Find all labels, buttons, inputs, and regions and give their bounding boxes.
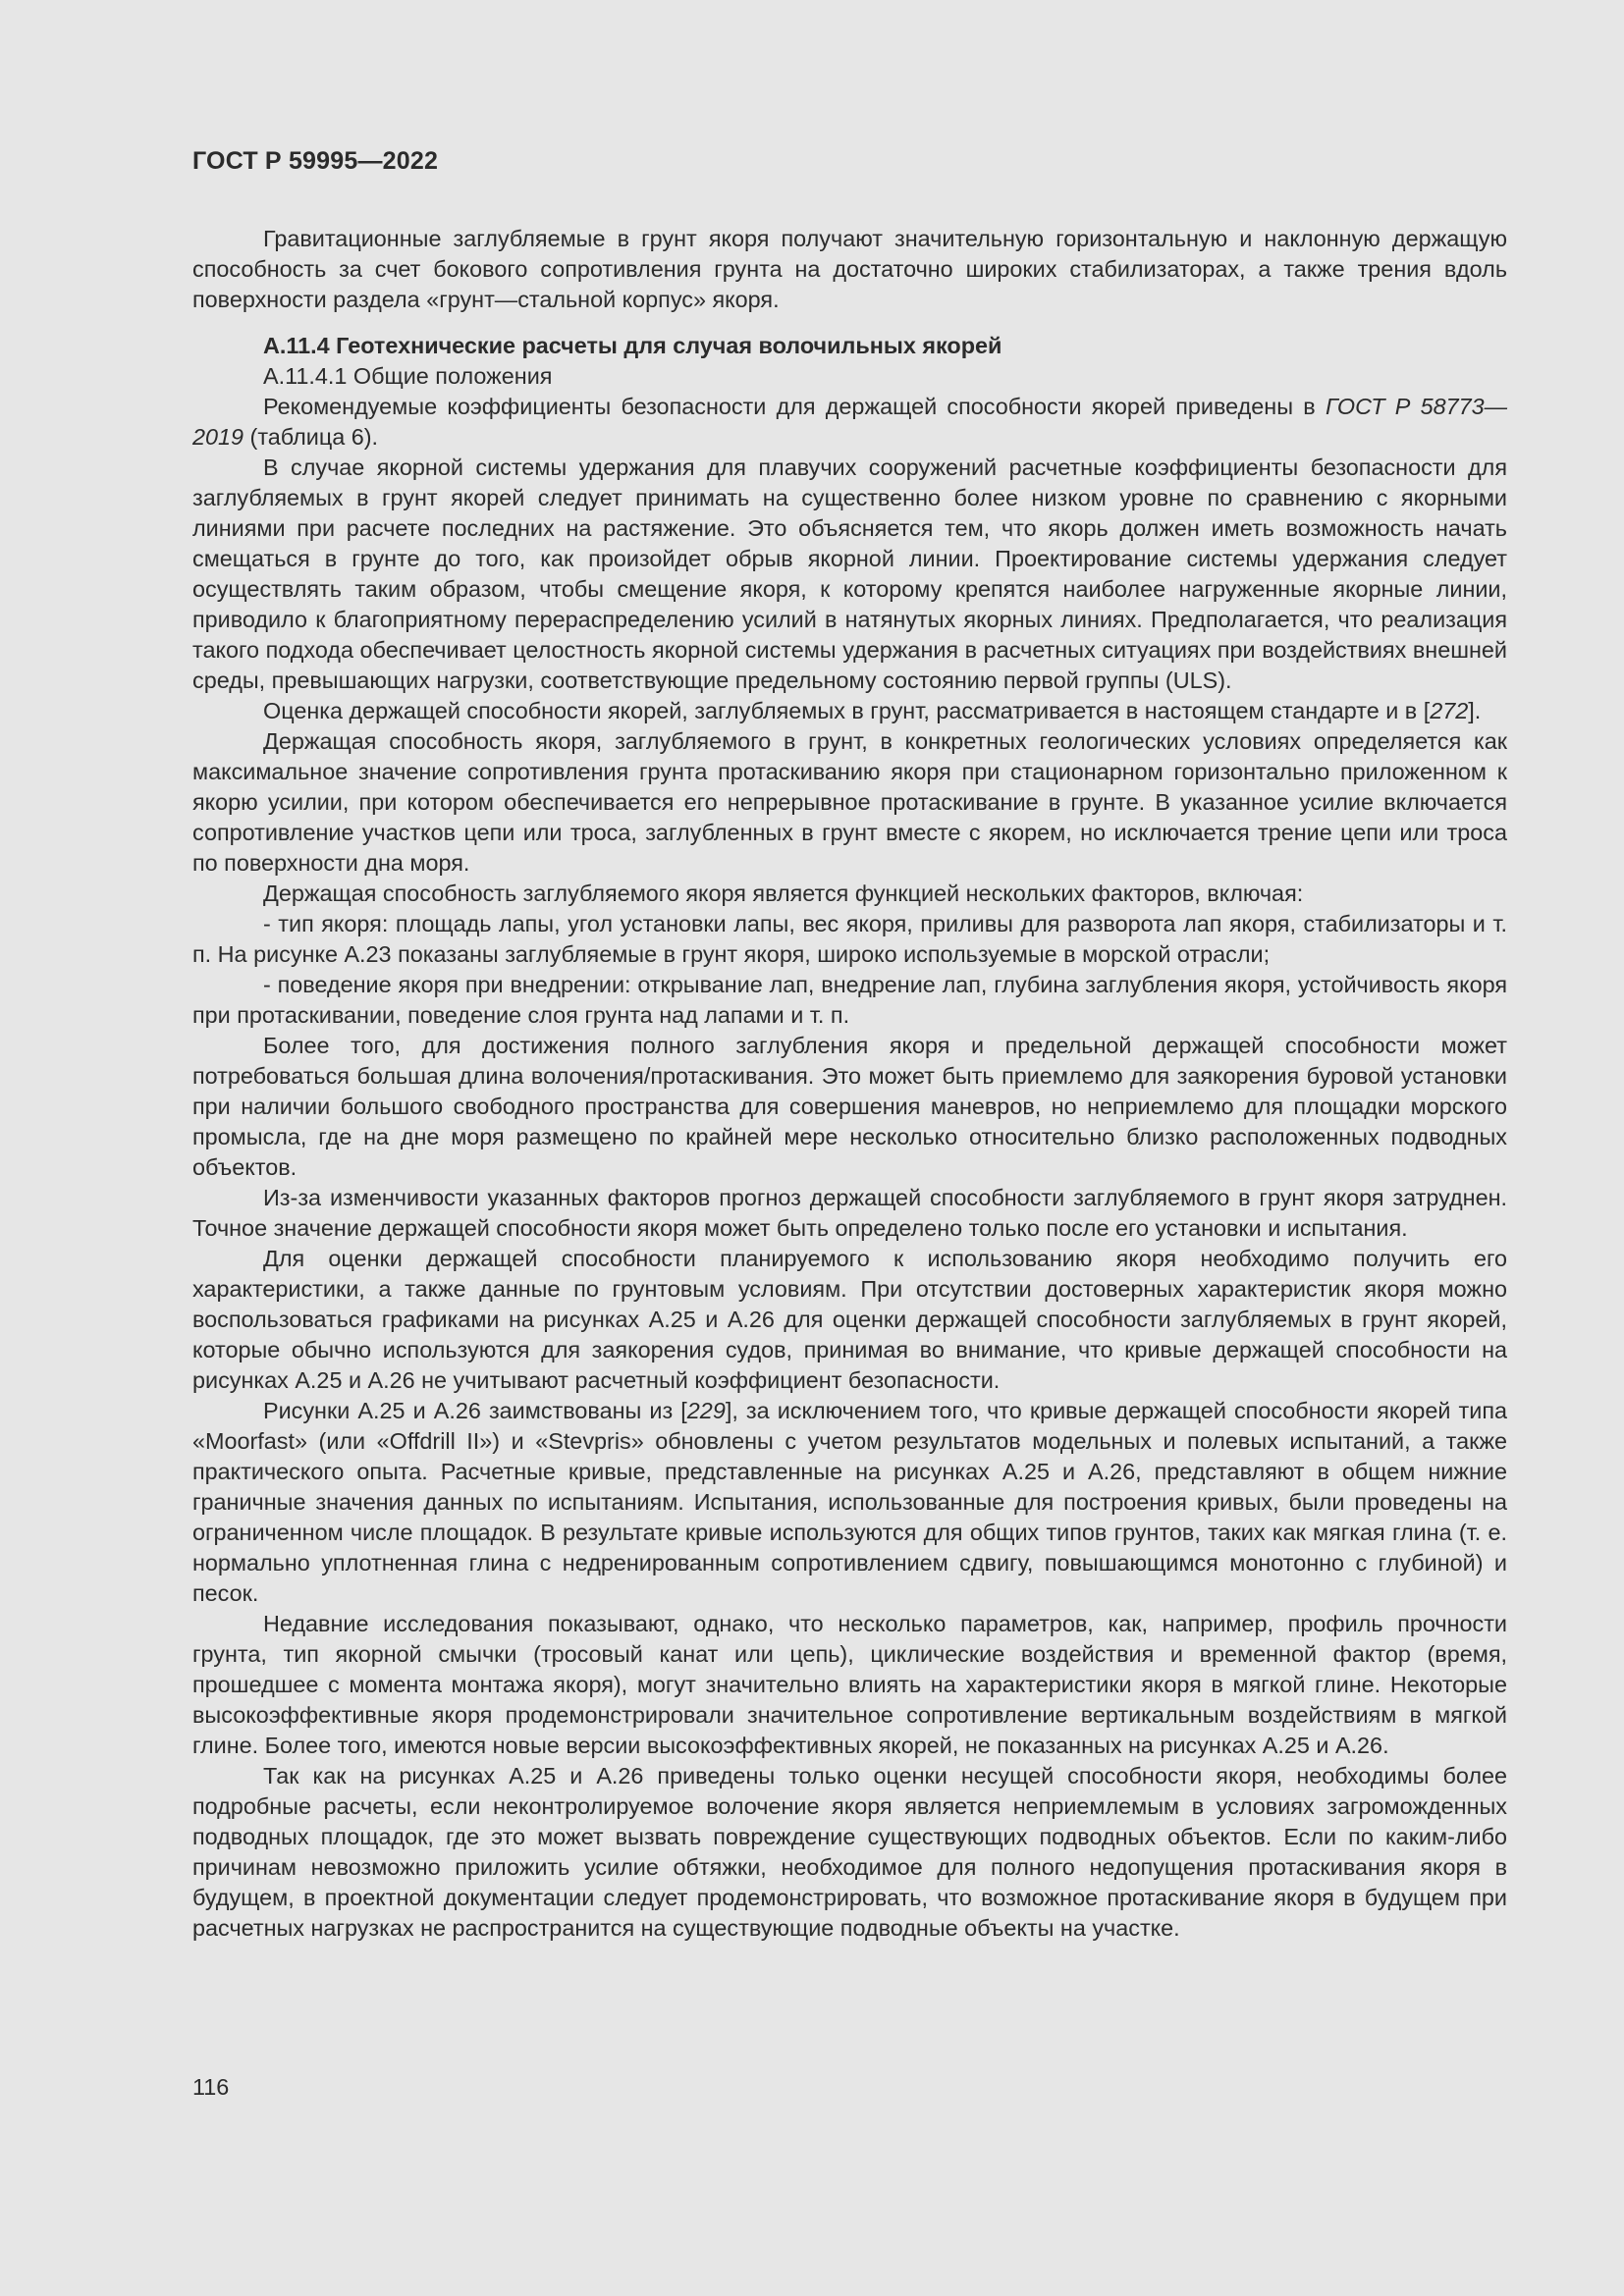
paragraph: Недавние исследования показывают, однако, что несколько параметров, как, например, профиль прочности грунта, тип якорной смычки (тросовый канат или цепь), циклические воздействия и временной фактор (время, прошедшее с момента монтажа якоря), могут значительно влиять на характеристики якоря в мягкой глине. Некоторые высокоэффективные якоря продемонстрировали значительное сопротивление вертикальным воздействиям в мягкой глине. Более того, имеются новые версии высокоэффективных якорей, не показанных на рисунках А.25 и А.26. — [192, 1611, 1507, 1758]
paragraph-text: ], за исключением того, что кривые держащей способности якорей типа «Moorfast» (или «Offdrill II») и «Stevpris» обновлены с учетом результатов модельных и полевых испытаний, а также практического опыта. Расчетные кривые, представленные на рисунках А.25 и А.26, представляют в общем нижние граничные значения данных по испытаниям. Испытания, использованные для построения кривых, были проведены на ограниченном числе площадок. В результате кривые используются для общих типов грунтов, таких как мягкая глина (т. е. нормально уплотненная глина с недренированным сопротивлением сдвигу, повышающимся монотонно с глубиной) и песок. — [192, 1398, 1507, 1606]
bibliography-reference: 272 — [1430, 698, 1469, 723]
subsection-heading: А.11.4.1 Общие положения — [263, 363, 553, 389]
paragraph — [192, 696, 1507, 726]
paragraph: Так как на рисунках А.25 и А.26 приведены только оценки несущей способности якоря, необходимы более подробные расчеты, если неконтролируемое волочение якоря является неприемлемым в условиях загроможденных подводных площадок, где это может вызвать повреждение существующих подводных объектов. Если по каким-либо причинам невозможно приложить усилие обтяжки, необходимое для полного недопущения протаскивания якоря в будущем, в проектной документации следует продемонстрировать, что возможное протаскивание якоря в будущем при расчетных нагрузках не распространится на существующие подводные объекты на участке. — [192, 1763, 1507, 1941]
paragraph: В случае якорной системы удержания для плавучих сооружений расчетные коэффициенты безопасности для заглубляемых в грунт якорей следует принимать на существенно более низком уровне по сравнению с якорными линиями при расчете последних на растяжение. Это объясняется тем, что якорь должен иметь возможность начать смещаться в грунте до того, как произойдет обрыв якорной линии. Проектирование системы удержания следует осуществлять таким образом, чтобы смещение якоря, к которому крепятся наиболее нагруженные якорные линии, приводило к благоприятному перераспределению усилий в натянутых якорных линиях. Предполагается, что реализация такого подхода обеспечивает целостность якорной системы удержания в расчетных ситуациях при воздействиях внешней среды, превышающих нагрузки, соответствующие предельному состоянию первой группы (ULS). — [192, 454, 1507, 693]
paragraph — [192, 392, 1507, 453]
paragraph — [192, 1396, 1507, 1609]
section-heading: А.11.4 Геотехнические расчеты для случая волочильных якорей — [263, 333, 1002, 358]
paragraph: Для оценки держащей способности планируемого к использованию якоря необходимо получить его характеристики, а также данные по грунтовым условиям. При отсутствии достоверных характеристик якоря можно воспользоваться графиками на рисунках А.25 и А.26 для оценки держащей способности заглубляемых в грунт якорей, которые обычно используются для заякорения судов, принимая во внимание, что кривые держащей способности на рисунках А.25 и А.26 не учитывают расчетный коэффициент безопасности. — [192, 1246, 1507, 1393]
standard-reference: ГОСТ Р 58773—2019 — [192, 394, 1508, 450]
paragraph-text: (таблица 6). — [244, 424, 379, 450]
page-number: 116 — [192, 2074, 230, 2100]
paragraph-text: ]. — [1468, 698, 1482, 723]
paragraph-text: Оценка держащей способности якорей, заглубляемых в грунт, рассматривается в настоящем стандарте и в [ — [263, 698, 1431, 723]
document-header: ГОСТ Р 59995—2022 — [192, 147, 439, 175]
paragraph: Более того, для достижения полного заглубления якоря и предельной держащей способности может потребоваться большая длина волочения/протаскивания. Это может быть приемлемо для заякорения буровой установки при наличии большого свободного пространства для совершения маневров, но неприемлемо для площадки морского промысла, где на дне моря размещено по крайней мере несколько относительно близко расположенных подводных объектов. — [192, 1033, 1507, 1180]
paragraph: Гравитационные заглубляемые в грунт якоря получают значительную горизонтальную и наклонную держащую способность за счет бокового сопротивления грунта на достаточно широких стабилизаторах, а также трения вдоль поверхности раздела «грунт—стальной корпус» якоря. — [192, 226, 1507, 312]
paragraph: Держащая способность якоря, заглубляемого в грунт, в конкретных геологических условиях определяется как максимальное значение сопротивления грунта протаскиванию якоря при стационарном горизонтально приложенном к якорю усилии, при котором обеспечивается его непрерывное протаскивание в грунте. В указанное усилие включается сопротивление участков цепи или троса, заглубленных в грунт вместе с якорем, но исключается трение цепи или троса по поверхности дна моря. — [192, 728, 1507, 876]
paragraph: Из-за изменчивости указанных факторов прогноз держащей способности заглубляемого в грунт якоря затруднен. Точное значение держащей способности якоря может быть определено только после его установки и испытания. — [192, 1185, 1507, 1241]
list-item: - поведение якоря при внедрении: открывание лап, внедрение лап, глубина заглубления якоря, устойчивость якоря при протаскивании, поведение слоя грунта над лапами и т. п. — [192, 972, 1507, 1028]
bibliography-reference: 229 — [686, 1398, 726, 1423]
paragraph: Держащая способность заглубляемого якоря является функцией нескольких факторов, включая: — [263, 881, 1304, 906]
paragraph-text: Рекомендуемые коэффициенты безопасности для держащей способности якорей приведены в — [263, 394, 1326, 419]
paragraph-text: Рисунки А.25 и А.26 заимствованы из [ — [263, 1398, 687, 1423]
list-item: - тип якоря: площадь лапы, угол установки лапы, вес якоря, приливы для разворота лап якоря, стабилизаторы и т. п. На рисунке А.23 показаны заглубляемые в грунт якоря, широко используемые в морской отрасли; — [192, 911, 1507, 967]
document-body — [192, 224, 1507, 1944]
